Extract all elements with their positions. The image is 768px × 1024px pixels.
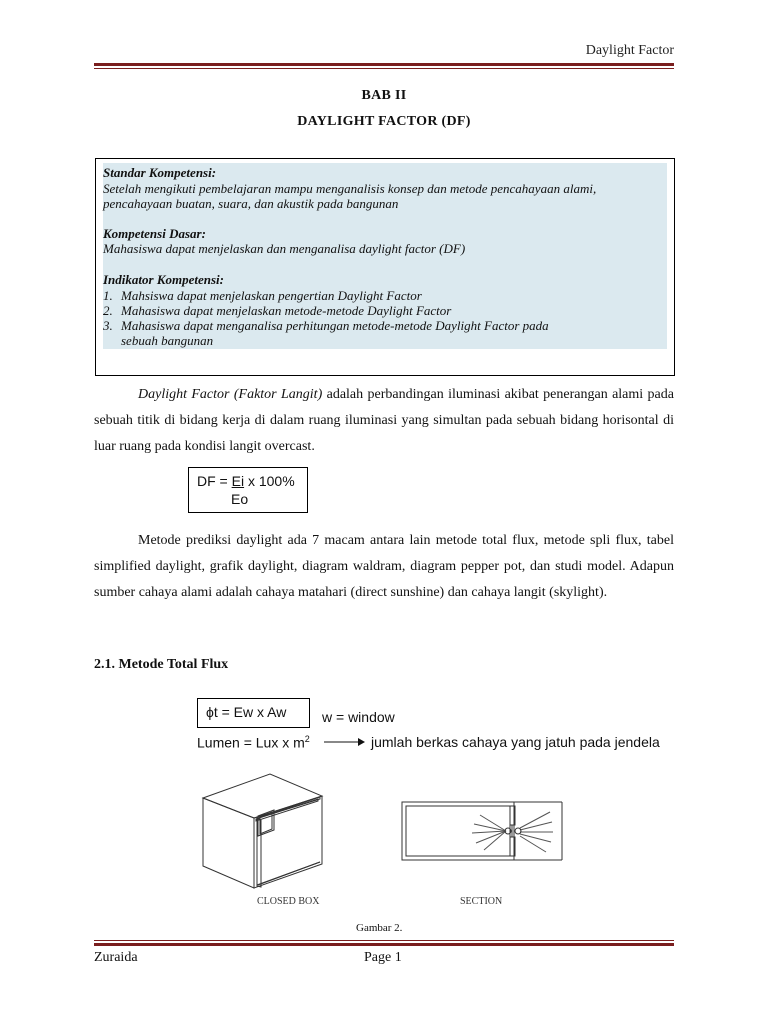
lumen-description: jumlah berkas cahaya yang jatuh pada jendela xyxy=(371,734,660,750)
figure-caption: Gambar 2. xyxy=(356,922,403,934)
indikator-text-1: Mahsiswa dapat menjelaskan pengertian Daylight Factor xyxy=(121,288,422,303)
chapter-number: BAB II xyxy=(361,88,407,103)
closed-box-caption: CLOSED BOX xyxy=(257,896,320,907)
header-rule-thin xyxy=(94,68,674,69)
chapter-title: DAYLIGHT FACTOR (DF) xyxy=(297,114,471,129)
indikator-num-3: 3. xyxy=(103,318,113,333)
df-formula-denominator: Eo xyxy=(231,491,249,507)
closed-box-illustration xyxy=(198,766,328,894)
lumen-formula-exponent: 2 xyxy=(304,734,310,744)
footer-author: Zuraida xyxy=(94,950,138,965)
indikator-text-3-cont: sebuah bangunan xyxy=(121,333,214,348)
flux-formula-box: ϕt = Ew x Aw xyxy=(197,698,310,728)
df-term: Daylight Factor (Faktor Langit) xyxy=(138,387,323,402)
df-formula-rhs: x 100% xyxy=(244,473,295,489)
section-caption: SECTION xyxy=(460,896,503,907)
indikator-num-1: 1. xyxy=(103,288,113,303)
section-illustration xyxy=(400,800,564,866)
lumen-formula xyxy=(197,734,310,751)
df-formula-line xyxy=(197,473,295,489)
lumen-formula-lhs: Lumen = Lux x m xyxy=(197,734,305,751)
indikator-heading: Indikator Kompetensi: xyxy=(103,272,224,287)
paragraph-methods: Metode prediksi daylight ada 7 macam antara lain metode total flux, metode spli flux, tabel simplified daylight, grafik daylight, diagram waldram, diagram pepper pot, dan studi model. Adapun sumber cahaya alami adalah cahaya matahari (direct sunshine) dan cahaya langit (skylight). xyxy=(94,533,674,600)
dasar-text: Mahasiswa dapat menjelaskan dan menganalisa daylight factor (DF) xyxy=(103,241,466,256)
df-formula-box xyxy=(188,467,308,513)
standar-line-2: pencahayaan buatan, suara, dan akustik pada bangunan xyxy=(103,196,399,211)
indikator-text-3: Mahasiswa dapat menganalisa perhitungan metode-metode Daylight Factor pada xyxy=(121,318,549,333)
arrow-right-icon xyxy=(322,736,366,748)
footer-page-number: Page 1 xyxy=(364,950,402,965)
footer-rule-thin xyxy=(94,940,674,941)
window-note: w = window xyxy=(322,709,395,725)
header-rule-thick xyxy=(94,63,674,66)
indikator-num-2: 2. xyxy=(103,303,113,318)
indikator-text-2: Mahasiswa dapat menjelaskan metode-metode Daylight Factor xyxy=(121,303,452,318)
dasar-heading: Kompetensi Dasar: xyxy=(103,226,206,241)
standar-line-1: Setelah mengikuti pembelajaran mampu menganalisis konsep dan metode pencahayaan alami, xyxy=(103,181,597,196)
standar-heading: Standar Kompetensi: xyxy=(103,165,217,180)
df-definition: adalah perbandingan iluminasi akibat penerangan alami pada sebuah titik di bidang kerja di dalam ruang iluminasi yang simultan pada sebuah bidang horisontal di luar ruang pada kondisi langit overcast. xyxy=(94,387,674,454)
section-heading: 2.1. Metode Total Flux xyxy=(94,657,229,672)
df-formula-numerator: Ei xyxy=(231,473,245,489)
footer-rule-thick xyxy=(94,943,674,946)
running-header: Daylight Factor xyxy=(585,43,674,58)
paragraph-definition xyxy=(94,382,674,460)
df-formula-lhs: DF = xyxy=(197,473,232,489)
